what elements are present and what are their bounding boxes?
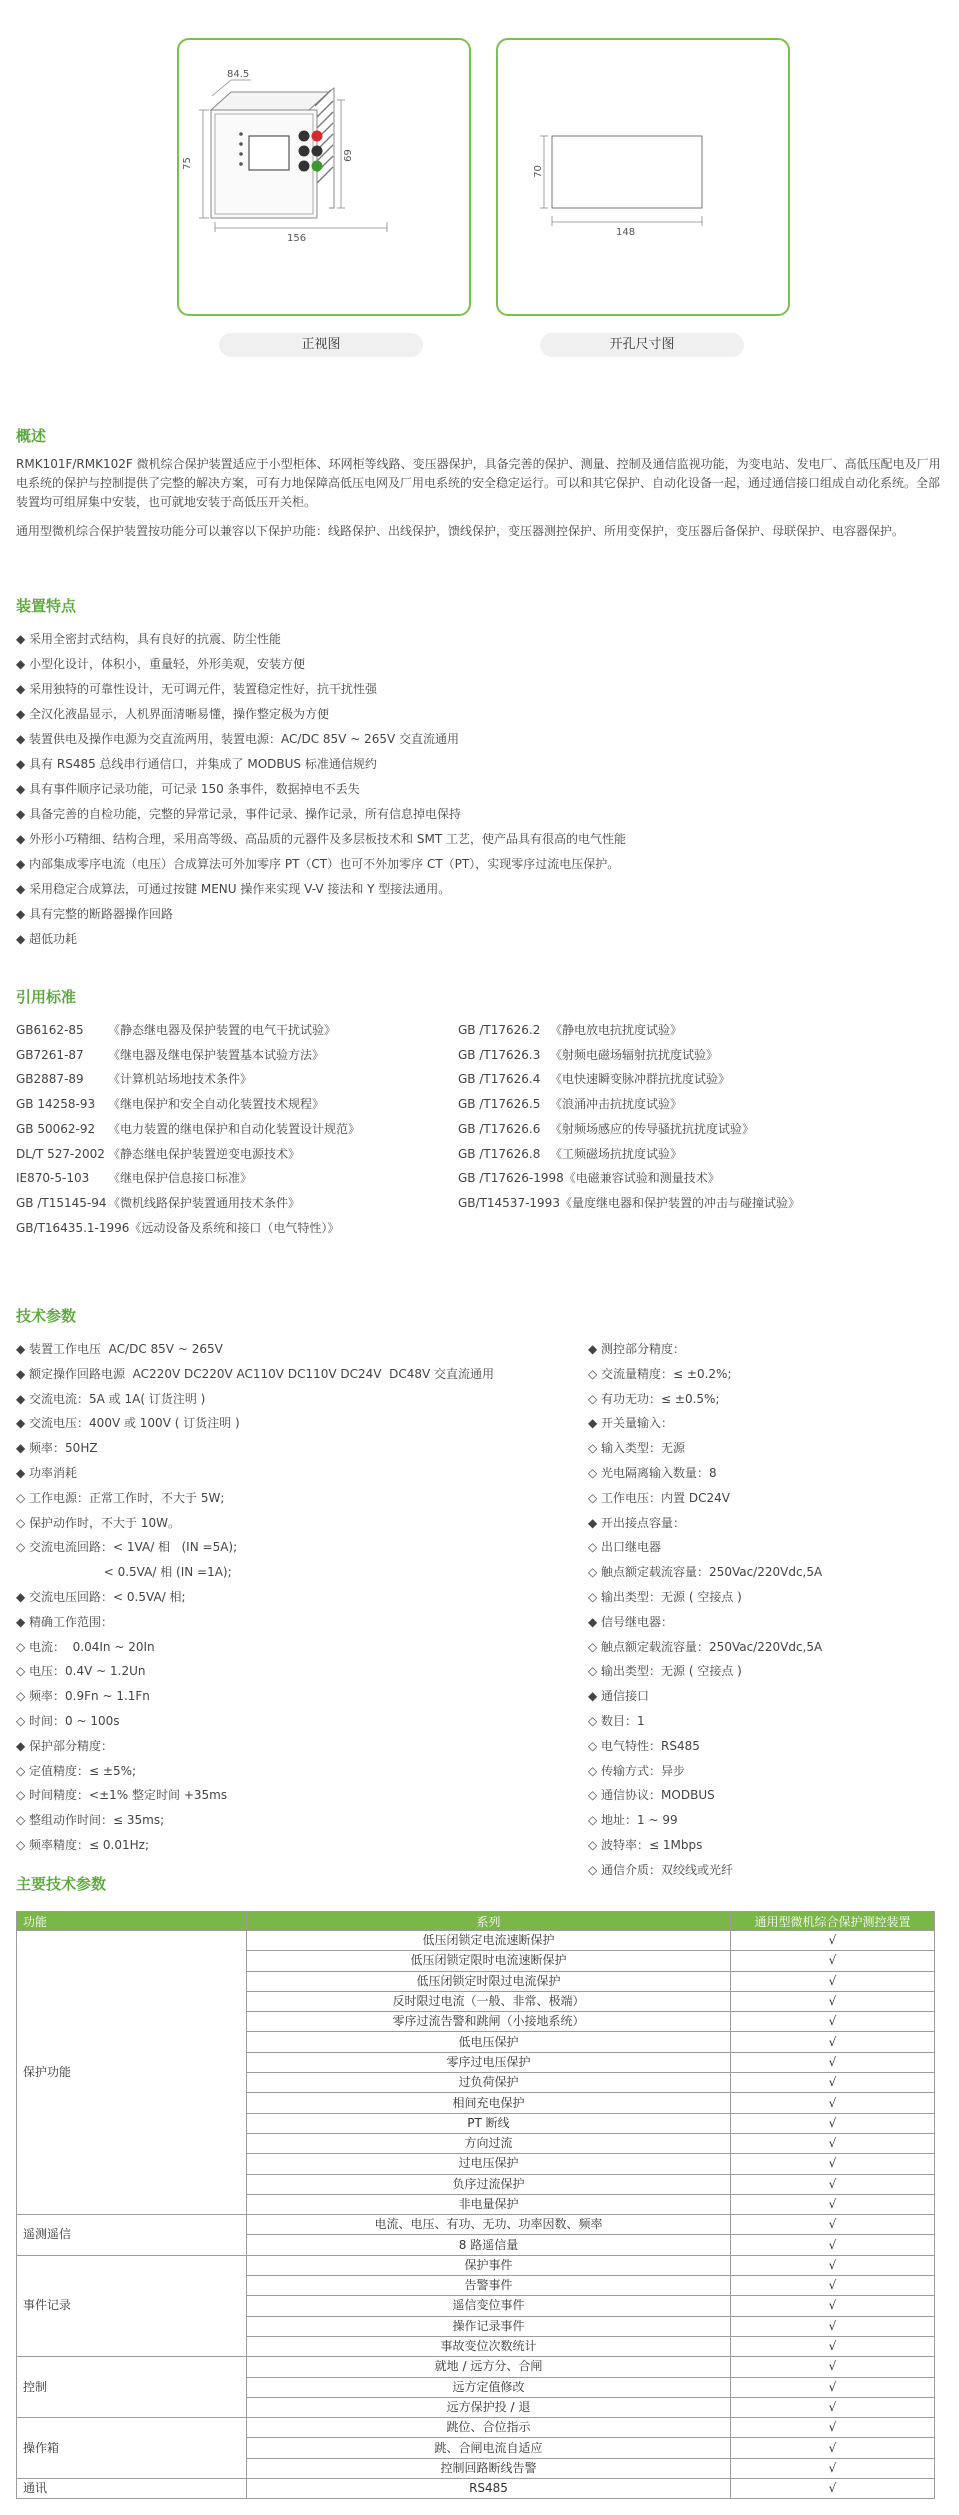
dim-top: 84.5 — [227, 69, 250, 80]
standard-item — [16, 1092, 360, 1117]
standards-title: 引用标准 — [16, 988, 77, 1006]
feature-item: ◆ 采用独特的可靠性设计，无可调元件，装置稳定性好，抗干扰性强 — [16, 682, 378, 696]
feature-item: ◆ 具有 RS485 总线串行通信口，并集成了 MODBUS 标准通信规约 — [16, 757, 377, 771]
tech-item: ◇ 工作电压：内置 DC24V — [588, 1490, 730, 1505]
standards-left-list — [16, 1018, 360, 1240]
check-mark-cell: √ — [731, 1931, 935, 1951]
feature-item: ◆ 外形小巧精细、结构合理，采用高等级、高品质的元器件及多层板技术和 SMT 工艺，使产品具有很高的电气性能 — [16, 832, 626, 846]
function-item-cell: PT 断线 — [247, 2113, 731, 2133]
front-view-frame — [177, 38, 471, 316]
front-view-caption: 正视图 — [219, 333, 423, 357]
function-item-cell: 过负荷保护 — [247, 2073, 731, 2093]
function-item-cell: 零序过电压保护 — [247, 2052, 731, 2072]
standard-item — [16, 1191, 360, 1216]
standard-code: IE870-5-103 — [16, 1171, 90, 1186]
standard-name: 《射频场感应的传导骚扰抗扰度试验》 — [550, 1121, 755, 1136]
tech-item: ◆ 精确工作范围： — [16, 1614, 114, 1629]
feature-item: ◆ 小型化设计，体积小，重量轻，外形美观，安装方便 — [16, 657, 306, 671]
tech-item: ◇ 电流： 0.04In ~ 20In — [16, 1639, 155, 1654]
check-mark-cell: √ — [731, 2479, 935, 2499]
table-row — [17, 2255, 935, 2275]
function-item-cell: 相间充电保护 — [247, 2093, 731, 2113]
standard-name: 《射频电磁场辐射抗扰度试验》 — [550, 1047, 719, 1062]
standard-code: GB /T17626.5 — [458, 1097, 541, 1112]
tech-item: ◆ 装置工作电压 AC/DC 85V ~ 265V — [16, 1342, 223, 1356]
standard-name: 《电力装置的继电保护和自动化装置设计规范》 — [108, 1121, 361, 1136]
standard-name: 《微机线路保护装置通用技术条件》 — [108, 1195, 301, 1210]
function-item-cell: 8 路遥信量 — [247, 2235, 731, 2255]
tech-item: ◇ 输入类型：无源 — [588, 1441, 686, 1456]
tech-title: 技术参数 — [16, 1307, 77, 1325]
tech-item: ◇ 输出类型：无源 ( 空接点 ) — [588, 1664, 742, 1679]
standard-name: 《计算机站场地技术条件》 — [108, 1072, 253, 1087]
category-cell: 遥测遥信 — [17, 2215, 247, 2256]
function-item-cell: 反时限过电流（一般、非常、极端） — [247, 1991, 731, 2011]
table-row — [17, 2479, 935, 2499]
check-mark-cell: √ — [731, 1951, 935, 1971]
tech-item: ◇ 交流电流回路：< 1VA/ 相 (IN =5A); — [16, 1540, 238, 1555]
tech-item: ◆ 通信接口 — [588, 1689, 650, 1704]
check-mark-cell: √ — [731, 2276, 935, 2296]
standard-item — [458, 1166, 800, 1191]
standard-code: GB /T17626.2 — [458, 1023, 541, 1037]
feature-item: ◆ 全汉化液晶显示，人机界面清晰易懂，操作整定极为方便 — [16, 707, 330, 721]
standard-code: GB /T17626.3 — [458, 1047, 541, 1062]
check-mark-cell: √ — [731, 2316, 935, 2336]
header-series: 系列 — [247, 1912, 731, 1931]
feature-item: ◆ 采用全密封式结构，具有良好的抗震、防尘性能 — [16, 632, 282, 646]
tech-item: ◇ 定值精度：≤ ±5%; — [16, 1763, 137, 1778]
check-mark-cell: √ — [731, 2194, 935, 2214]
tech-item: ◇ 通信协议：MODBUS — [588, 1788, 715, 1803]
feature-item: ◆ 具有完整的断路器操作回路 — [16, 907, 174, 921]
tech-item: ◇ 工作电源：正常工作时，不大于 5W; — [16, 1490, 225, 1505]
standard-name: 《继电保护和安全自动化装置技术规程》 — [108, 1097, 325, 1112]
standard-code: GB 50062-92 — [16, 1121, 96, 1136]
function-item-cell: 遥信变位事件 — [247, 2296, 731, 2316]
function-item-cell: 就地 / 远方分、合闸 — [247, 2357, 731, 2377]
tech-item: ◇ 频率：0.9Fn ~ 1.1Fn — [16, 1689, 150, 1704]
standard-code: GB /T17626-1998 — [458, 1171, 564, 1186]
header-device: 通用型微机综合保护测控装置 — [731, 1912, 935, 1931]
check-mark-cell: √ — [731, 2296, 935, 2316]
cutout-caption: 开孔尺寸图 — [540, 333, 744, 357]
standard-name: 《量度继电器和保护装置的冲击与碰撞试验》 — [559, 1195, 800, 1210]
function-item-cell: 电流、电压、有功、无功、功率因数、频率 — [247, 2215, 731, 2235]
standard-item — [16, 1018, 360, 1043]
check-mark-cell: √ — [731, 2438, 935, 2458]
standard-code: GB/T14537-1993 — [458, 1195, 560, 1210]
check-mark-cell: √ — [731, 2377, 935, 2397]
tech-item: ◆ 保护部分精度： — [16, 1738, 114, 1753]
tech-item: ◇ 有功无功：≤ ±0.5%; — [588, 1391, 720, 1406]
check-mark-cell: √ — [731, 2235, 935, 2255]
standard-code: GB7261-87 — [16, 1047, 84, 1062]
check-mark-cell: √ — [731, 2215, 935, 2235]
function-item-cell: 非电量保护 — [247, 2194, 731, 2214]
tech-item: ◇ 电气特性：RS485 — [588, 1738, 700, 1753]
standard-item — [16, 1043, 360, 1068]
main-params-body — [17, 1931, 935, 2499]
tech-item: ◆ 频率：50HZ — [16, 1441, 98, 1456]
dim-right: 69 — [342, 149, 354, 162]
feature-item: ◆ 超低功耗 — [16, 932, 78, 946]
category-cell: 控制 — [17, 2357, 247, 2418]
standard-name: 《静电放电抗扰度试验》 — [550, 1023, 683, 1037]
tech-item: ◇ 时间：0 ~ 100s — [16, 1713, 120, 1728]
feature-item: ◆ 装置供电及操作电源为交直流两用，装置电源：AC/DC 85V ~ 265V 交直流通用 — [16, 732, 459, 746]
standard-code: GB 14258-93 — [16, 1097, 96, 1112]
feature-item: ◆ 具备完善的自检功能，完整的异常记录，事件记录、操作记录，所有信息掉电保持 — [16, 807, 462, 821]
category-cell: 事件记录 — [17, 2255, 247, 2356]
function-item-cell: 保护事件 — [247, 2255, 731, 2275]
check-mark-cell: √ — [731, 2397, 935, 2417]
standard-code: GB /T17626.8 — [458, 1146, 541, 1161]
dim-bottom: 156 — [287, 233, 307, 244]
standard-name: 《工频磁场抗扰度试验》 — [550, 1146, 683, 1161]
feature-item: ◆ 具有事件顺序记录功能，可记录 150 条事件，数据掉电不丢失 — [16, 782, 360, 796]
standard-name: 《电快速瞬变脉冲群抗扰度试验》 — [550, 1072, 731, 1087]
standard-code: GB2887-89 — [16, 1072, 84, 1087]
tech-item: ◆ 信号继电器： — [588, 1614, 674, 1629]
function-item-cell: 低压闭锁定时限过电流保护 — [247, 1971, 731, 1991]
check-mark-cell: √ — [731, 2113, 935, 2133]
standard-name: 《继电器及继电保护装置基本试验方法》 — [108, 1047, 325, 1062]
header-function: 功能 — [17, 1912, 247, 1931]
tech-item: ◇ 波特率：≤ 1Mbps — [588, 1837, 703, 1852]
features-title: 装置特点 — [16, 597, 77, 615]
dim-left: 75 — [181, 157, 193, 170]
standard-name: 《浪涌冲击抗扰度试验》 — [550, 1097, 683, 1112]
tech-item: ◇ 传输方式：异步 — [588, 1763, 686, 1778]
check-mark-cell: √ — [731, 2418, 935, 2438]
standard-code: GB /T17626.6 — [458, 1121, 541, 1136]
standard-item — [16, 1117, 360, 1142]
tech-item: ◇ 通信介质：双绞线或光纤 — [588, 1862, 734, 1877]
function-item-cell: RS485 — [247, 2479, 731, 2499]
tech-item: ◆ 交流电流：5A 或 1A( 订货注明 ) — [16, 1391, 206, 1406]
tech-item: ◇ 触点额定载流容量：250Vac/220Vdc,5A — [588, 1565, 823, 1580]
cutout-dim-bottom: 148 — [616, 227, 636, 238]
tech-item: ◆ 额定操作回路电源 AC220V DC220V AC110V DC110V DC24V DC48V 交直流通用 — [16, 1366, 495, 1381]
table-row — [17, 2418, 935, 2438]
standard-item — [458, 1043, 800, 1068]
function-item-cell: 事故变位次数统计 — [247, 2336, 731, 2356]
standard-code: DL/T 527-2002 — [16, 1146, 105, 1161]
function-item-cell: 方向过流 — [247, 2133, 731, 2153]
category-cell: 通讯 — [17, 2479, 247, 2499]
check-mark-cell: √ — [731, 2154, 935, 2174]
check-mark-cell: √ — [731, 2012, 935, 2032]
category-cell: 操作箱 — [17, 2418, 247, 2479]
tech-item: ◇ 时间精度：<±1% 整定时间 +35ms — [16, 1788, 228, 1803]
tech-item: ◇ 电压：0.4V ~ 1.2Un — [16, 1664, 146, 1679]
check-mark-cell: √ — [731, 2255, 935, 2275]
standard-name: 《远动设备及系统和接口（电气特性）》 — [129, 1220, 340, 1235]
tech-item: ◆ 交流电压回路：< 0.5VA/ 相; — [16, 1589, 186, 1604]
check-mark-cell: √ — [731, 2133, 935, 2153]
check-mark-cell: √ — [731, 2093, 935, 2113]
tech-item: ◇ 输出类型：无源 ( 空接点 ) — [588, 1589, 742, 1604]
standards-right-list — [458, 1018, 800, 1216]
standard-name: 《电磁兼容试验和测量技术》 — [563, 1171, 720, 1186]
check-mark-cell: √ — [731, 1991, 935, 2011]
standard-name: 《静态继电保护装置逆变电源技术》 — [108, 1146, 301, 1161]
tech-item: ◆ 功率消耗 — [16, 1465, 78, 1480]
tech-right-list — [588, 1337, 822, 1883]
function-item-cell: 跳、合闸电流自适应 — [247, 2438, 731, 2458]
function-item-cell: 远方保护投 / 退 — [247, 2397, 731, 2417]
table-row — [17, 1931, 935, 1951]
function-item-cell: 低压闭锁定电流速断保护 — [247, 1931, 731, 1951]
main-params-title: 主要技术参数 — [16, 1875, 107, 1893]
features-list — [16, 627, 626, 952]
function-item-cell: 低电压保护 — [247, 2032, 731, 2052]
tech-item: ◇ 保护动作时，不大于 10W。 — [16, 1515, 180, 1530]
overview-paragraph-2: 通用型微机综合保护装置按功能分可以兼容以下保护功能：线路保护、出线保护，馈线保护，变压器测控保护、所用变保护，变压器后备保护、母联保护、电容器保护。 — [16, 524, 905, 538]
check-mark-cell: √ — [731, 2336, 935, 2356]
standard-code: GB/T16435.1-1996 — [16, 1220, 130, 1235]
check-mark-cell: √ — [731, 1971, 935, 1991]
standard-item — [458, 1142, 800, 1167]
overview-title: 概述 — [16, 427, 47, 445]
feature-item: ◆ 采用稳定合成算法，可通过按键 MENU 操作来实现 V-V 接法和 Y 型接法通用。 — [16, 882, 451, 896]
standard-code: GB6162-85 — [16, 1023, 84, 1037]
standard-code: GB /T15145-94 — [16, 1195, 107, 1210]
tech-item: ◇ 出口继电器 — [588, 1540, 662, 1555]
standard-name: 《继电保护信息接口标准》 — [108, 1171, 253, 1186]
standard-name: 《静态继电器及保护装置的电气干扰试验》 — [108, 1023, 337, 1037]
standard-item — [16, 1067, 360, 1092]
tech-item: ◇ 交流量精度：≤ ±0.2%; — [588, 1366, 732, 1381]
check-mark-cell: √ — [731, 2174, 935, 2194]
standard-item — [458, 1191, 800, 1216]
main-params-table — [16, 1911, 935, 2499]
function-item-cell: 负序过流保护 — [247, 2174, 731, 2194]
feature-item: ◆ 内部集成零序电流（电压）合成算法可外加零序 PT（CT）也可不外加零序 CT（PT），实现零序过流电压保护。 — [16, 857, 620, 871]
function-item-cell: 操作记录事件 — [247, 2316, 731, 2336]
tech-item: ◇ 数目：1 — [588, 1713, 645, 1728]
tech-item: ◆ 开出接点容量： — [588, 1515, 686, 1530]
table-header-row — [17, 1912, 935, 1931]
overview-paragraph-1: RMK101F/RMK102F 微机综合保护装置适应于小型柜体、环网柜等线路、变压器保护，具备完善的保护、测量、控制及通信监视功能，为变电站、发电厂、高低压配电及厂用电系统的保护与控制提供了完整的解决方案，可有力地保障高低压电网及厂用电系统的安全稳定运行。可以和其它保护、自动化设备一起，通过通信接口组成自动化系统。全部装置均可组屏集中安装，也可就地安装于高低压开关柜。 — [16, 457, 941, 509]
tech-item: ◇ 光电隔离输入数量：8 — [588, 1465, 717, 1480]
standard-item — [458, 1018, 800, 1043]
check-mark-cell: √ — [731, 2073, 935, 2093]
table-row — [17, 2215, 935, 2235]
cutout-dim-left: 70 — [532, 165, 544, 178]
category-cell: 保护功能 — [17, 1931, 247, 2215]
tech-left-list — [16, 1337, 494, 1858]
standard-item — [16, 1166, 360, 1191]
check-mark-cell: √ — [731, 2032, 935, 2052]
tech-item: ◇ 触点额定载流容量：250Vac/220Vdc,5A — [588, 1639, 823, 1654]
function-item-cell: 零序过流告警和跳闸（小接地系统） — [247, 2012, 731, 2032]
check-mark-cell: √ — [731, 2458, 935, 2478]
standard-item — [16, 1142, 360, 1167]
table-row — [17, 2357, 935, 2377]
function-item-cell: 控制回路断线告警 — [247, 2458, 731, 2478]
standard-item — [458, 1117, 800, 1142]
function-item-cell: 告警事件 — [247, 2276, 731, 2296]
standard-item — [458, 1092, 800, 1117]
check-mark-cell: √ — [731, 2052, 935, 2072]
cutout-frame — [496, 38, 790, 316]
front-view-drawing — [179, 40, 469, 314]
tech-item: ◆ 测控部分精度： — [588, 1342, 686, 1356]
function-item-cell: 远方定值修改 — [247, 2377, 731, 2397]
check-mark-cell: √ — [731, 2357, 935, 2377]
tech-item: ◇ 整组动作时间：≤ 35ms; — [16, 1813, 165, 1828]
tech-item: ◆ 开关量输入： — [588, 1416, 674, 1431]
tech-item: < 0.5VA/ 相 (IN =1A); — [16, 1565, 232, 1580]
standard-item — [16, 1216, 360, 1241]
standard-item — [458, 1067, 800, 1092]
function-item-cell: 过电压保护 — [247, 2154, 731, 2174]
tech-item: ◇ 频率精度：≤ 0.01Hz; — [16, 1837, 149, 1852]
standard-code: GB /T17626.4 — [458, 1072, 541, 1087]
function-item-cell: 跳位、合位指示 — [247, 2418, 731, 2438]
tech-item: ◆ 交流电压：400V 或 100V ( 订货注明 ) — [16, 1416, 240, 1431]
tech-item: ◇ 地址：1 ~ 99 — [588, 1813, 678, 1828]
function-item-cell: 低压闭锁定限时电流速断保护 — [247, 1951, 731, 1971]
